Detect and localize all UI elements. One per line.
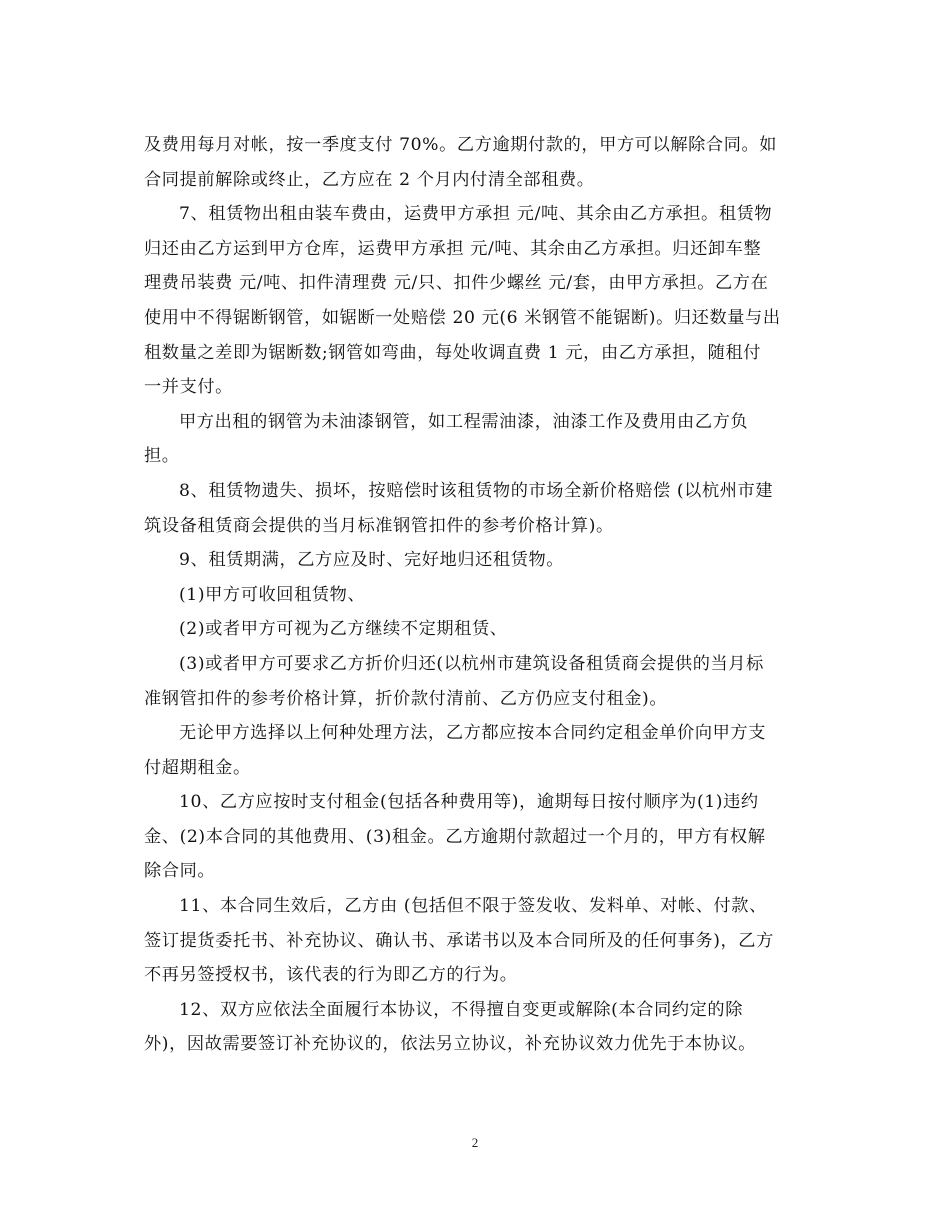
text-line: (1)甲方可收回租赁物、 [179,584,366,605]
page-number: 2 [471,1135,479,1150]
text-line: 合同提前解除或终止，乙方应在 2 个月内付清全部租费。 [144,169,595,190]
text-line: (3)或者甲方可要求乙方折价归还(以杭州市建筑设备租赁商会提供的当月标 [179,653,764,674]
text-line: 9、租赁期满，乙方应及时、完好地归还租赁物。 [179,550,565,571]
text-line: 一并支付。 [144,377,233,398]
text-line: 理费吊装费 元/吨、扣件清理费 元/只、扣件少螺丝 元/套，由甲方承担。乙方在 [144,273,769,294]
text-line: 除合同。 [144,861,216,882]
text-line: 筑设备租赁商会提供的当月标准钢管扣件的参考价格计算)。 [144,515,614,536]
document-body [144,128,804,1062]
paragraph-overdue-rent [144,716,804,785]
text-line: 外)，因故需要签订补充协议的，依法另立协议，补充协议效力优先于本协议。 [144,1034,757,1055]
paragraph-clause-12 [144,993,804,1062]
paragraph-option-2 [144,612,804,647]
paragraph-clause-7 [144,197,804,405]
text-line: 甲方出租的钢管为未油漆钢管，如工程需油漆，油漆工作及费用由乙方负 [179,411,749,432]
text-line: 使用中不得锯断钢管，如锯断一处赔偿 20 元(6 米钢管不能锯断)。归还数量与出 [144,307,781,328]
text-line: 11、本合同生效后，乙方由 (包括但不限于签发收、发料单、对帐、付款、 [179,896,767,917]
text-line: 归还由乙方运到甲方仓库，运费甲方承担 元/吨、其余由乙方承担。归还卸车整 [144,238,762,259]
text-line: 7、租赁物出租由装车费由，运费甲方承担 元/吨、其余由乙方承担。租赁物 [179,204,773,225]
text-line: 付超期租金。 [144,757,251,778]
paragraph-fee-payment [144,128,804,197]
text-line: 12、双方应依法全面履行本协议，不得擅自变更或解除(本合同约定的除 [179,999,744,1020]
text-line: 租数量之差即为锯断数;钢管如弯曲，每处收调直费 1 元，由乙方承担，随租付 [144,342,762,363]
text-line: 8、租赁物遗失、损坏，按赔偿时该租赁物的市场全新价格赔偿 (以杭州市建 [179,480,774,501]
text-line: 不再另签授权书，该代表的行为即乙方的行为。 [144,965,518,986]
paragraph-clause-8 [144,474,804,543]
paragraph-option-1 [144,578,804,613]
text-line: 及费用每月对帐，按一季度支付 70%。乙方逾期付款的，甲方可以解除合同。如 [144,135,778,155]
text-line: 无论甲方选择以上何种处理方法，乙方都应按本合同约定租金单价向甲方支 [179,723,766,744]
text-line: 担。 [144,446,180,467]
text-line: 金、(2)本合同的其他费用、(3)租金。乙方逾期付款超过一个月的，甲方有权解 [144,826,766,847]
paragraph-clause-9 [144,543,804,578]
paragraph-option-3 [144,647,804,716]
text-line: (2)或者甲方可视为乙方继续不定期租赁、 [179,619,508,640]
text-line: 10、乙方应按时支付租金(包括各种费用等)，逾期每日按付顺序为(1)违约 [179,792,759,813]
paragraph-painting [144,405,804,474]
text-line: 签订提货委托书、补充协议、确认书、承诺书以及本合同所及的任何事务)，乙方 [144,930,774,951]
paragraph-clause-11 [144,889,804,993]
text-line: 准钢管扣件的参考价格计算，折价款付清前、乙方仍应支付租金)。 [144,688,668,709]
paragraph-clause-10 [144,785,804,889]
